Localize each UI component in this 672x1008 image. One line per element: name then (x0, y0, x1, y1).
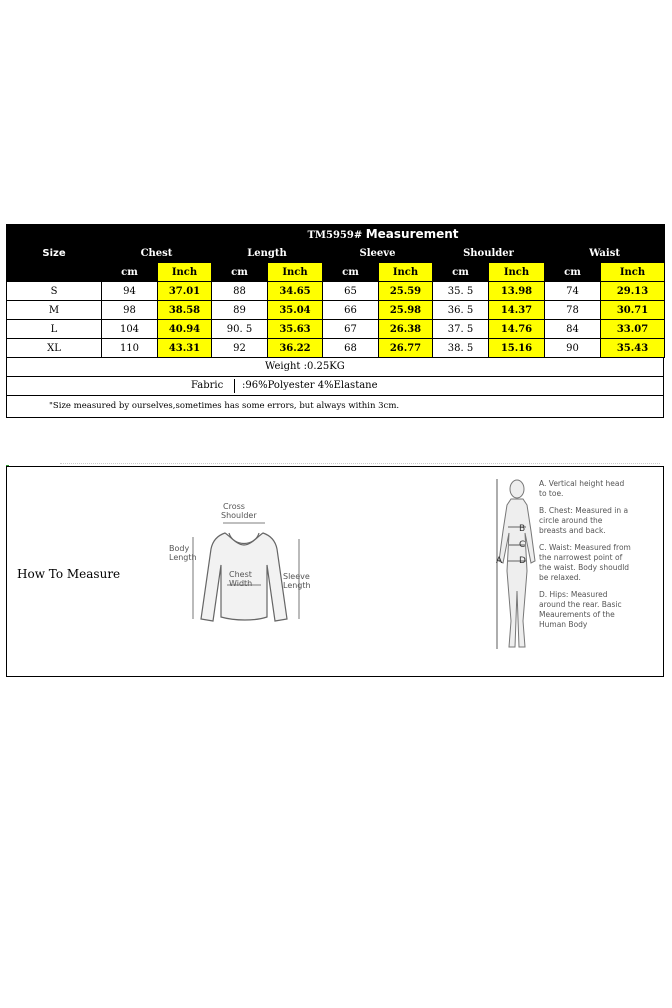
sleeve-inch-cell: 25.98 (379, 301, 433, 320)
dotted-divider (60, 463, 660, 464)
sleeve-cm-cell: 65 (323, 282, 379, 301)
unit-inch: Inch (601, 263, 665, 282)
measurement-note: "Size measured by ourselves,sometimes has some errors, but always within 3cm. (49, 401, 400, 411)
chest-inch-cell: 37.01 (158, 282, 212, 301)
info-block (6, 358, 664, 418)
chest-cm-cell: 94 (102, 282, 158, 301)
cross-shoulder-label-2: Shoulder (221, 511, 257, 520)
size-cell: S (7, 282, 102, 301)
unit-inch: Inch (379, 263, 433, 282)
size-chart (6, 224, 664, 418)
chest-inch-cell: 38.58 (158, 301, 212, 320)
legend-item-a: A. Vertical height head to toe. (539, 479, 625, 498)
figure-letter-c: C (519, 540, 526, 550)
unit-cm: cm (102, 263, 158, 282)
figure-letter-d: D (519, 556, 526, 566)
garment-diagram (163, 501, 323, 629)
shoulder-inch-cell: 15.16 (489, 339, 545, 358)
sleeve-inch-cell: 26.38 (379, 320, 433, 339)
shoulder-inch-cell: 13.98 (489, 282, 545, 301)
unit-cm: cm (323, 263, 379, 282)
sleeve-cm-cell: 66 (323, 301, 379, 320)
weight-text: Weight :0.25KG (265, 361, 345, 372)
table-row (7, 339, 665, 358)
length-cm-cell: 92 (212, 339, 268, 358)
size-cell: L (7, 320, 102, 339)
chest-header: Chest (102, 244, 212, 263)
chest-width-label: Chest (229, 570, 252, 579)
sleeve-inch-cell: 25.59 (379, 282, 433, 301)
body-length-label-2: Length (169, 553, 197, 562)
weight-row (7, 358, 663, 377)
length-cm-cell: 89 (212, 301, 268, 320)
chest-cm-cell: 110 (102, 339, 158, 358)
waist-cm-cell: 74 (545, 282, 601, 301)
length-cm-cell: 88 (212, 282, 268, 301)
length-inch-cell: 34.65 (268, 282, 323, 301)
body-figure (487, 471, 543, 661)
sleeve-header: Sleeve (323, 244, 433, 263)
fabric-divider (234, 379, 235, 393)
length-inch-cell: 36.22 (268, 339, 323, 358)
unit-inch: Inch (268, 263, 323, 282)
title-code: TM5959# (307, 230, 363, 241)
shoulder-inch-cell: 14.76 (489, 320, 545, 339)
human-body-icon (499, 480, 535, 647)
legend-item-c: C. Waist: Measured from the narrowest point of the waist. Body shoudld be relaxed. (539, 543, 631, 582)
waist-cm-cell: 84 (545, 320, 601, 339)
cross-shoulder-label: Cross (223, 502, 245, 511)
measure-legend (539, 479, 631, 637)
legend-item-d: D. Hips: Measured around the rear. Basic Meaurements of the Human Body (539, 590, 622, 629)
fabric-row (7, 377, 663, 396)
unit-cm: cm (212, 263, 268, 282)
fabric-value: :96%Polyester 4%Elastane (242, 380, 378, 391)
length-cm-cell: 90. 5 (212, 320, 268, 339)
sleeve-cm-cell: 68 (323, 339, 379, 358)
shoulder-header: Shoulder (433, 244, 545, 263)
length-inch-cell: 35.63 (268, 320, 323, 339)
table-row (7, 320, 665, 339)
fabric-label: Fabric (191, 380, 224, 391)
size-header: Size (7, 225, 102, 282)
chest-inch-cell: 40.94 (158, 320, 212, 339)
shoulder-cm-cell: 35. 5 (433, 282, 489, 301)
sleeve-inch-cell: 26.77 (379, 339, 433, 358)
waist-inch-cell: 35.43 (601, 339, 665, 358)
unit-cm: cm (433, 263, 489, 282)
shoulder-inch-cell: 14.37 (489, 301, 545, 320)
sleeve-cm-cell: 67 (323, 320, 379, 339)
sleeve-length-label: Sleeve (283, 572, 310, 581)
waist-header: Waist (545, 244, 665, 263)
table-row (7, 282, 665, 301)
table-row (7, 301, 665, 320)
figure-letter-b: B (519, 524, 526, 534)
how-to-measure-panel (6, 466, 664, 677)
waist-cm-cell: 90 (545, 339, 601, 358)
waist-cm-cell: 78 (545, 301, 601, 320)
figure-letter-a: A (496, 556, 503, 566)
sleeve-length-label-2: Length (283, 581, 311, 590)
length-header: Length (212, 244, 323, 263)
size-cell: M (7, 301, 102, 320)
title-word: Measurement (365, 227, 459, 241)
length-inch-cell: 35.04 (268, 301, 323, 320)
unit-inch: Inch (158, 263, 212, 282)
waist-inch-cell: 30.71 (601, 301, 665, 320)
waist-inch-cell: 29.13 (601, 282, 665, 301)
chest-inch-cell: 43.31 (158, 339, 212, 358)
legend-item-b: B. Chest: Measured in a circle around the breasts and back. (539, 506, 629, 535)
shoulder-cm-cell: 37. 5 (433, 320, 489, 339)
chest-cm-cell: 104 (102, 320, 158, 339)
table-title (102, 225, 665, 244)
how-to-measure-label: How To Measure (17, 567, 121, 581)
size-cell: XL (7, 339, 102, 358)
chest-width-label-2: Width (229, 579, 253, 588)
body-length-label: Body (169, 544, 190, 553)
shoulder-cm-cell: 38. 5 (433, 339, 489, 358)
shoulder-cm-cell: 36. 5 (433, 301, 489, 320)
unit-cm: cm (545, 263, 601, 282)
size-table (6, 224, 665, 358)
chest-cm-cell: 98 (102, 301, 158, 320)
waist-inch-cell: 33.07 (601, 320, 665, 339)
unit-inch: Inch (489, 263, 545, 282)
